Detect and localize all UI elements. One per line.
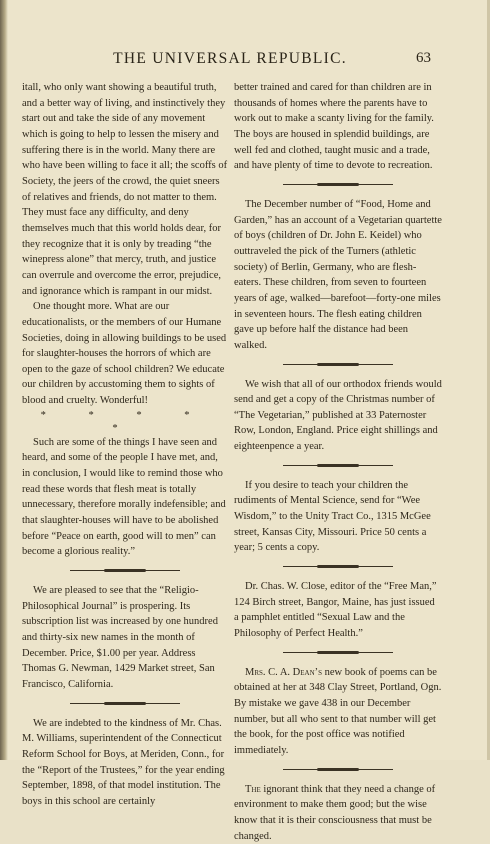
notice-paragraph: We are pleased to see that the “Religio-Philosophical Journal” is prospering. Its subscription list was increased by one hundred and thirty-six new names in the month of December. Price, $1.00 per year. Address Thomas G. Newman, 1429 Market street, San Francisco, California. [22, 585, 218, 690]
notice-paragraph [234, 665, 442, 759]
notice-paragraph [234, 782, 442, 844]
notice-lead: The [245, 783, 261, 795]
section-divider [283, 647, 393, 657]
article-paragraph: better trained and cared for than children are in thousands of homes where the parents have to work out to make a scanty living for the family. The boys are housed in splendid buildings, are well fed and clothed, taught music and a trade, and have plenty of time to devote to recreation. [234, 82, 434, 172]
notice-paragraph: Dr. Chas. W. Close, editor of the “Free Man,” 124 Birch street, Bangor, Maine, has just issued a pamphlet entitled “Sexual Law and the Philosophy of Perfect Health.” [234, 581, 437, 640]
notice-text: new book of poems can be obtained at her at 348 Clay Street, Portland, Ogn. By mistake we gave 438 in our December number, but all who sent to that number will get the book, for the post office was notified immediately. [234, 666, 442, 756]
notice-paragraph: We wish that all of our orthodox friends would send and get a copy of the Christmas number of “The Vegetarian,” published at 33 Paternoster Row, London, England. Price eight shillings and eighteenpence a year. [234, 378, 442, 453]
article-paragraph: One thought more. What are our educationalists, or the members of our Humane Societies, doing in allowing buildings to be used for slaughter-houses the horrors of which are open to the gaze of school children? We educate our children by accustoming them to sights of blood and cruelty. Wonderful! [22, 301, 227, 407]
right-column [234, 80, 442, 844]
article-paragraph: Such are some of the things I have seen and heard, and some of the people I have met, and, in conclusion, I would like to remind those who read these words that flesh meat is totally unnecessary, therefore morally indefensible; and that slaughter-houses will have to be abolished before “Peace on earth, good will to men” can become a glorious reality.” [22, 436, 226, 558]
notice-paragraph: If you desire to teach your children the rudiments of Mental Science, send for “Wee Wisdom,” to the Unity Tract Co., 1315 McGee street, Kansas City, Missouri. Price 50 cents a year; 5 cents a copy. [234, 479, 431, 554]
section-divider [70, 565, 180, 575]
section-divider [283, 460, 393, 470]
running-title: THE UNIVERSAL REPUBLIC. [113, 50, 347, 67]
section-divider [283, 179, 393, 189]
section-divider [283, 561, 393, 571]
notice-paragraph: The December number of “Food, Home and Garden,” has an account of a Vegetarian quartette of boys (children of Dr. John E. Keidel) who outtraveled the pick of the Turners (athletic society) of Berlin, Germany, who are flesh-eaters. These children, from seven to fourteen years of age, walked—barefoot—forty-one miles in seventeen hours. The flesh eating children gave up before half the distance had been walked. [234, 198, 442, 351]
section-divider [70, 698, 180, 708]
running-header [0, 50, 490, 70]
section-divider [283, 764, 393, 774]
notice-text: ignorant think that they need a change of environment to make them good; but the wise know that it is their consciousness that must be changed. [234, 783, 436, 842]
section-divider [283, 359, 393, 369]
page-spine-shadow [0, 0, 8, 760]
notice-paragraph: We are indebted to the kindness of Mr. Chas. M. Williams, superintendent of the Connecticut Reform School for Boys, at Meriden, Conn., for the “Report of the Trustees,” for the year ending September, 1898, of that model institution. The boys in this school are certainly [22, 717, 225, 807]
section-stars: * * * * * [40, 409, 210, 434]
page-number: 63 [416, 50, 431, 66]
article-paragraph: itall, who only want showing a beautiful truth, and a better way of living, and instinctively they start out and take the side of any movement which is going to help to lessen the misery and suffering there is in the world. Many there are who have been willing to face it all; the scoffs of Society, the jeers of the crowd, the quiet sneers of relatives and friends, do not matter to them. They must face any difficulty, and deny themselves much that this world holds dear, for they recognize that it is only by treading “the winepress alone” that mercy, truth, and justice can overrule and overcome the error, prejudice, and ignorance which is rampant in our midst. [22, 82, 228, 297]
left-column [22, 80, 228, 810]
notice-lead: Mrs. C. A. Dean’s [245, 666, 323, 678]
